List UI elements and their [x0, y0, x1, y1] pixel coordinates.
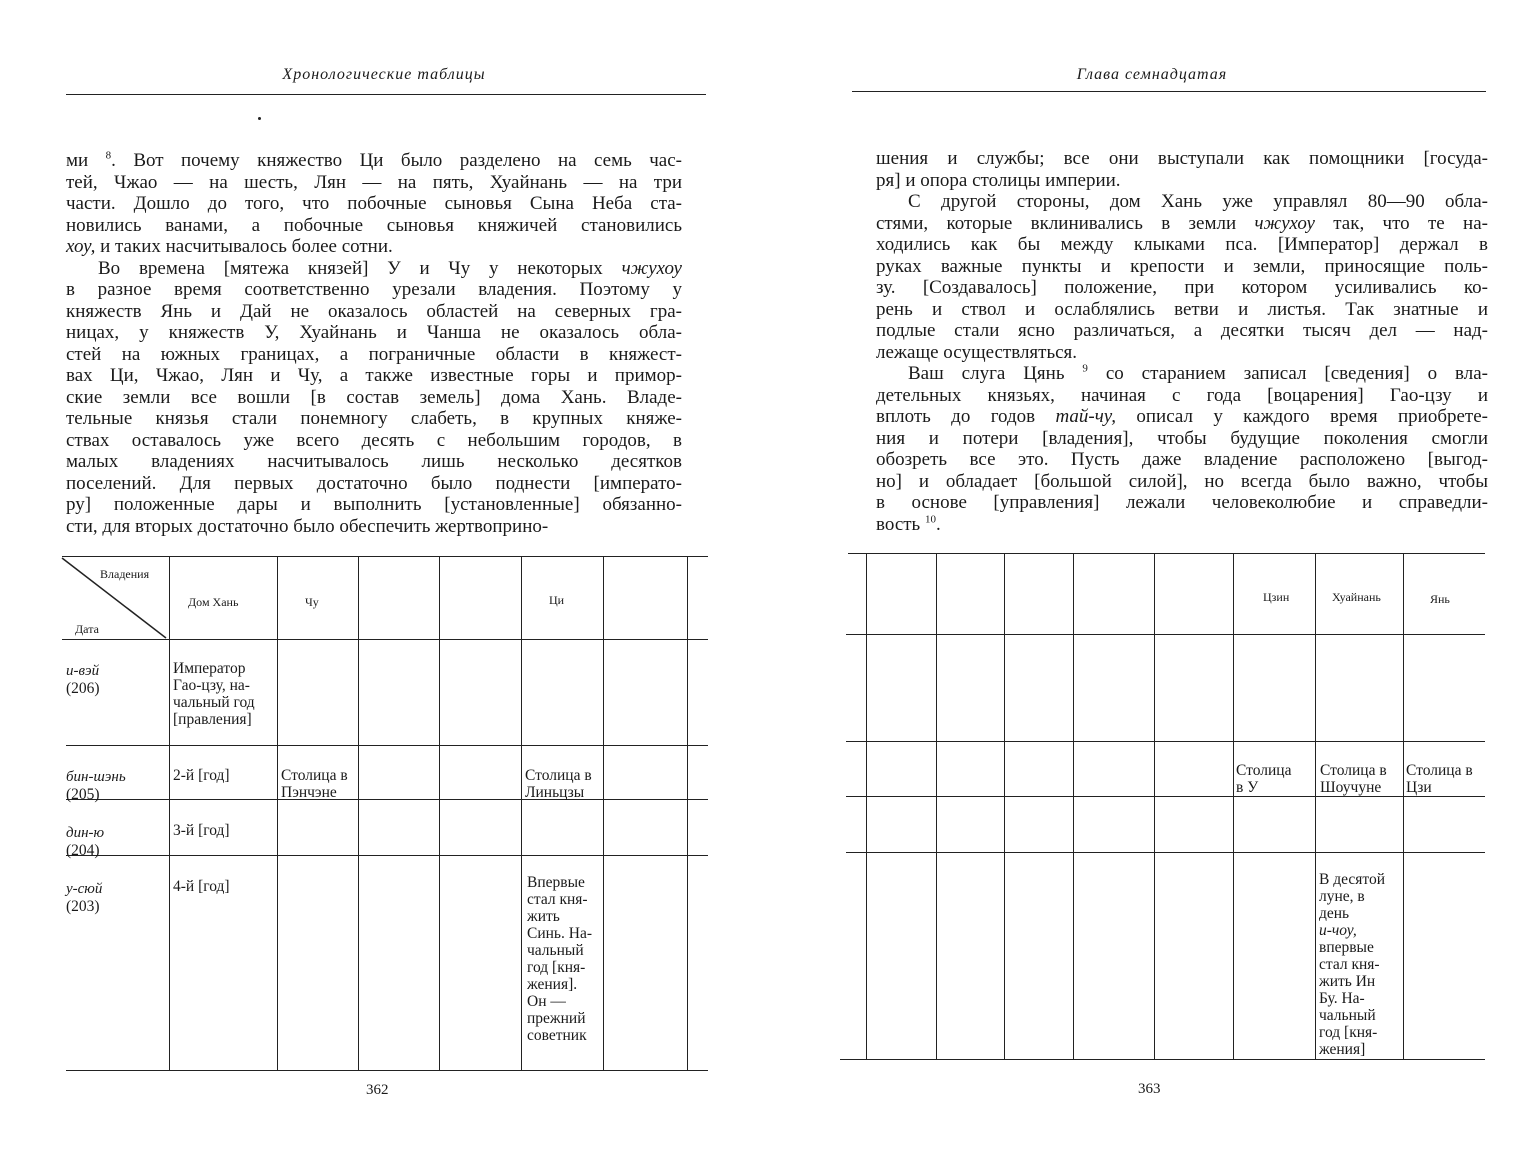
text-line: ницах, у княжеств У, Хуайнань и Чанша не оказалось обла-	[66, 322, 682, 343]
cell-line: Синь. На-	[527, 925, 592, 942]
text-line: С другой стороны, дом Хань уже управлял 80—90 обла-	[908, 191, 1488, 212]
text-line: княжеств Янь и Дай не оказалось областей на северных гра-	[66, 300, 682, 322]
text-line: шения и службы; все они выступали как помощники [госуда-	[876, 148, 1488, 169]
text-line: вах Ци, Чжао, Лян и Чу, а также известные горы и примор-	[66, 365, 682, 386]
text-line: зу. [Создавалось] положение, при котором усиливались ко-	[876, 277, 1488, 298]
text-line: ствах оставалось уже всего десять с небольшим городов, в	[66, 429, 682, 451]
text-line: сти, для вторых достаточно было обеспечить жертвоприно-	[66, 515, 549, 537]
cell-yan-205	[1406, 762, 1488, 796]
text-line: малых владениях насчитывалось лишь несколько десятков	[66, 451, 682, 472]
cell-line: стал кня-	[527, 891, 588, 908]
cell-line: стал кня-	[1319, 956, 1380, 973]
cell-line: жить Ин	[1319, 973, 1376, 990]
cell-line: Столица в	[525, 767, 592, 784]
text-line: подлые стали ясно различаться, а десятки тысяч дел — над-	[876, 320, 1488, 341]
right-page	[768, 0, 1536, 1156]
cell-line: Линьцзы	[525, 784, 585, 801]
cell-line: чальный год	[173, 694, 255, 711]
text-line: Во времена [мятежа князей] У и Чу у некоторых чжухоу	[98, 257, 682, 279]
text-line: лежаще осуществляться.	[876, 341, 1078, 363]
table-col-rule	[603, 556, 604, 1070]
cell-line: советник	[527, 1027, 587, 1044]
table-col-rule	[1403, 553, 1404, 1059]
cell-han-204: 3-й [год]	[173, 822, 230, 839]
table-rule	[66, 1070, 708, 1071]
cell-han-206	[173, 660, 275, 728]
text-line: в разное время соответственно урезали владения. Поэтому у	[66, 279, 682, 300]
table-rule	[840, 1059, 1485, 1060]
head-rule-left	[66, 94, 706, 95]
cell-line: жить	[527, 908, 560, 925]
table-col-rule	[1154, 553, 1155, 1059]
cell-han-205: 2-й [год]	[173, 767, 230, 784]
table-col-rule	[521, 556, 522, 1070]
table-rule	[66, 855, 708, 856]
table-col-rule	[439, 556, 440, 1070]
col-header-chu: Чу	[305, 595, 319, 609]
table-rule	[846, 741, 1485, 742]
cell-line: впервые	[1319, 939, 1374, 956]
running-head-right: Глава семнадцатая	[1076, 66, 1228, 83]
paragraph	[876, 191, 1488, 363]
col-header-han: Дом Хань	[188, 595, 239, 609]
cell-line: год [кня-	[1319, 1024, 1378, 1041]
cell-line: жения]	[1319, 1041, 1366, 1058]
cell-line: Шоучуне	[1320, 779, 1382, 796]
date-cell: бин-шэнь (205)	[66, 769, 126, 803]
table-rule	[846, 796, 1485, 797]
text-line: ми $^8$. Вот почему княжество Ци было разделено на семь час-	[66, 149, 682, 171]
corner-header-bottom: Дата	[75, 622, 99, 636]
table-rule	[66, 745, 708, 746]
table-col-rule	[1073, 553, 1074, 1059]
table-col-rule	[687, 556, 688, 1070]
print-dot	[258, 117, 261, 120]
cell-line: Пэнчэне	[281, 784, 337, 801]
text-line: стями, которые вклинивались в земли чжухоу так, что те на-	[876, 212, 1488, 234]
cell-line: чальный	[527, 942, 584, 959]
date-cell: и-вэй (206)	[66, 663, 100, 697]
cell-line: Столица	[1236, 762, 1292, 779]
cell-line: год [кня-	[527, 959, 586, 976]
text-line: новились ванами, а побочные сыновья княжичей становились	[66, 214, 682, 236]
table-col-rule	[936, 553, 937, 1059]
cell-line: Бу. На-	[1319, 990, 1365, 1007]
text-line: руках важные пункты и крепости и земли, приносящие поль-	[876, 255, 1488, 277]
col-header-huainan: Хуайнань	[1332, 590, 1381, 604]
text-line: но] и обладает [большой силой], но всегда было важно, чтобы	[876, 470, 1488, 492]
paragraph	[66, 258, 682, 538]
text-line: части. Дошло до того, что побочные сыновья Сына Неба ста-	[66, 193, 682, 214]
cell-line: луне, в	[1319, 888, 1365, 905]
cell-huainan-205	[1320, 762, 1402, 796]
cell-line: Впервые	[527, 874, 585, 891]
text-line: хоу, и таких насчитывалось более сотни.	[66, 236, 393, 257]
cell-line: Столица в	[1406, 762, 1473, 779]
text-line: ские земли все вошли [в состав земель] дома Хань. Владе-	[66, 386, 682, 408]
table-rule	[848, 553, 1485, 554]
text-line: стей на южных границах, а пограничные области в княжест-	[66, 343, 682, 365]
table-col-rule	[277, 556, 278, 1070]
page-number-right: 363	[1138, 1081, 1161, 1097]
col-header-yan: Янь	[1430, 592, 1450, 606]
table-rule	[66, 799, 708, 800]
table-col-rule	[866, 553, 867, 1059]
text-line: ру] положенные дары и выполнить [установленные] обязанно-	[66, 494, 682, 515]
right-body-text	[876, 148, 1488, 535]
paragraph	[66, 150, 682, 258]
text-line: в основе [управления] лежали человеколюбие и справедли-	[876, 492, 1488, 513]
cell-line: день	[1319, 905, 1350, 922]
cell-han-203: 4-й [год]	[173, 878, 230, 895]
cell-line: в У	[1236, 779, 1259, 796]
cell-line: прежний	[527, 1010, 586, 1027]
text-line: ния и потери [владения], чтобы будущие поколения смогли	[876, 427, 1488, 449]
cell-line: Он —	[527, 993, 566, 1010]
cell-qi-203	[527, 874, 601, 1044]
cell-line: жения].	[527, 976, 578, 993]
text-line: Ваш слуга Цянь $^9$ со старанием записал [сведения] о вла-	[908, 362, 1488, 384]
table-rule	[846, 852, 1485, 853]
date-cell: дин-ю (204)	[66, 825, 105, 859]
cell-line: Столица в	[281, 767, 348, 784]
table-col-rule	[1233, 553, 1234, 1059]
cell-line: [правления]	[173, 711, 252, 728]
cell-line: Столица в	[1320, 762, 1387, 779]
cell-qi-205	[525, 767, 601, 801]
text-line: вость $^{10}$.	[876, 513, 941, 535]
paragraph	[876, 363, 1488, 535]
corner-header-top: Владения	[100, 567, 150, 581]
cell-line: Император	[173, 660, 246, 677]
text-line: вплоть до годов тай-чу, описал у каждого время приобрете-	[876, 406, 1488, 427]
text-line: ря] и опора столицы империи.	[876, 169, 1121, 191]
cell-line: Цзи	[1406, 779, 1432, 796]
head-rule-right	[852, 91, 1486, 92]
col-header-qi: Ци	[549, 593, 565, 607]
table-col-rule	[1315, 553, 1316, 1059]
cell-line: и-чоу,	[1319, 922, 1357, 939]
text-line: рень и ствол и ослаблялись ветви и листья. Так знатные и	[876, 298, 1488, 320]
text-line: тельные князья стали понемногу слабеть, в крупных княже-	[66, 408, 682, 429]
text-line: поселений. Для первых достаточно было поднести [императо-	[66, 472, 682, 494]
left-body-text	[66, 150, 682, 537]
text-line: тей, Чжао — на шесть, Лян — на пять, Хуайнань — на три	[66, 171, 682, 193]
running-head-left: Хронологические таблицы	[282, 66, 486, 83]
text-line: детельных князьях, начиная с года [воцарения] Гао-цзу и	[876, 384, 1488, 406]
cell-line: В десятой	[1319, 871, 1385, 888]
cell-line: Гао-цзу, на-	[173, 677, 250, 694]
cell-line: чальный	[1319, 1007, 1376, 1024]
table-col-rule	[358, 556, 359, 1070]
table-rule	[846, 634, 1485, 635]
cell-huainan-203	[1319, 871, 1403, 1058]
col-header-jing: Цзин	[1263, 590, 1290, 604]
date-cell: у-сюй (203)	[66, 881, 103, 915]
cell-jing-205	[1236, 762, 1314, 796]
table-col-rule	[1004, 553, 1005, 1059]
page-number-left: 362	[366, 1082, 389, 1098]
paragraph	[876, 148, 1488, 191]
text-line: обозреть все это. Пусть даже владение расположено [выгод-	[876, 449, 1488, 470]
cell-chu-205	[281, 767, 357, 801]
text-line: ходились как бы между клыками пса. [Император] держал в	[876, 234, 1488, 255]
